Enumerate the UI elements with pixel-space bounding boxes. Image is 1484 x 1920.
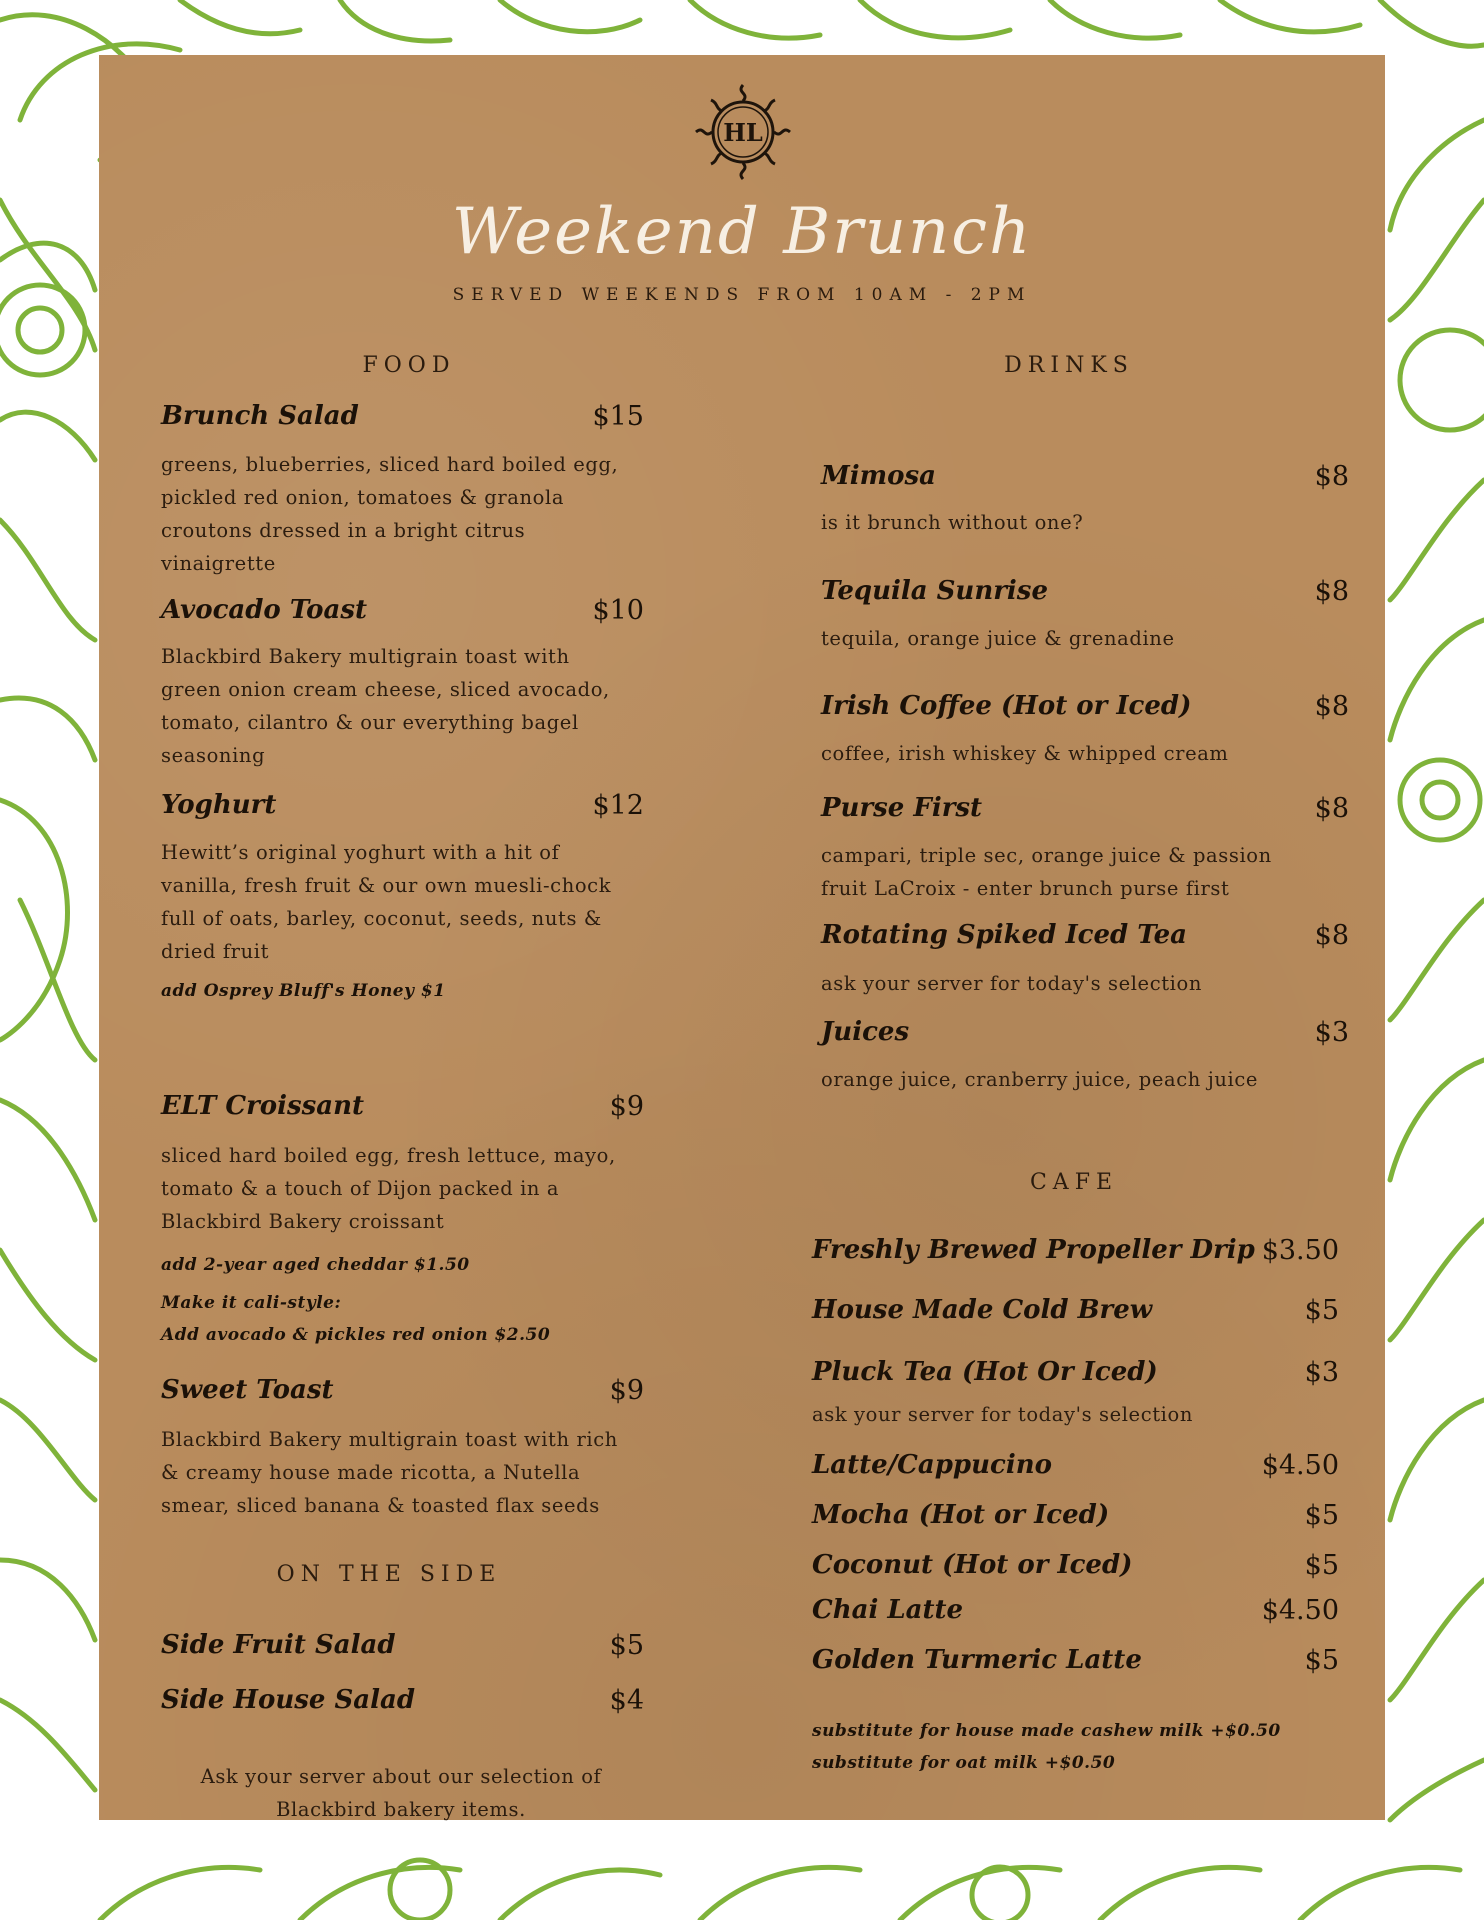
drink-item-price: $8: [1314, 793, 1349, 824]
cafe-milk-notes: substitute for house made cashew milk +$0.50 substitute for oat milk +$0.50: [812, 1721, 1281, 1773]
food-item-description: sliced hard boiled egg, fresh lettuce, mayo, tomato & a touch of Dijon packed in a Blackbird Bakery croissant: [161, 1144, 616, 1233]
cafe-item-price: $5: [1304, 1295, 1339, 1326]
food-item-name: Yoghurt: [161, 790, 277, 820]
cafe-item-name: Pluck Tea (Hot Or Iced): [812, 1357, 1158, 1387]
cafe-item-description: ask your server for today's selection: [812, 1403, 1193, 1426]
drink-item-description: orange juice, cranberry juice, peach juice: [821, 1068, 1259, 1091]
food-heading: FOOD: [362, 353, 456, 378]
drink-item-description: ask your server for today's selection: [821, 972, 1202, 995]
food-item-name: Avocado Toast: [161, 595, 368, 625]
cafe-item-price: $3.50: [1261, 1235, 1339, 1266]
menu-title: Weekend Brunch: [451, 195, 1033, 269]
cafe-item-name: House Made Cold Brew: [812, 1295, 1153, 1325]
side-item-name: Side Fruit Salad: [161, 1630, 396, 1660]
food-item-name: Sweet Toast: [161, 1375, 334, 1405]
drink-item-description: coffee, irish whiskey & whipped cream: [821, 742, 1229, 765]
side-item-price: $4: [609, 1685, 644, 1716]
menu-card: [99, 55, 1385, 1820]
cafe-item-name: Chai Latte: [812, 1595, 964, 1625]
cafe-item-price: $4.50: [1261, 1595, 1339, 1626]
cafe-item-name: Coconut (Hot or Iced): [812, 1550, 1133, 1580]
food-item-description: greens, blueberries, sliced hard boiled egg, pickled red onion, tomatoes & granola croutons dressed in a bright citrus vinaigrette: [161, 453, 619, 575]
drink-item-name: Irish Coffee (Hot or Iced): [821, 691, 1192, 721]
drinks-heading: DRINKS: [1004, 353, 1134, 378]
food-item-name: Brunch Salad: [161, 401, 359, 431]
menu-subtitle: SERVED WEEKENDS FROM 10AM - 2PM: [452, 285, 1032, 305]
drink-item-description: is it brunch without one?: [821, 511, 1084, 534]
food-item-name: ELT Croissant: [161, 1091, 365, 1121]
side-heading: ON THE SIDE: [276, 1562, 502, 1587]
food-item-price: $15: [592, 401, 644, 432]
logo-text: HL: [723, 118, 763, 147]
drink-item-name: Tequila Sunrise: [821, 576, 1048, 606]
hl-monogram-logo: [686, 75, 800, 189]
side-note: Ask your server about our selection of Blackbird bakery items.: [200, 1765, 602, 1821]
food-item-description: Hewitt’s original yoghurt with a hit of vanilla, fresh fruit & our own muesli-chock full of oats, barley, coconut, seeds, nuts & dried fruit: [161, 841, 612, 963]
drink-item-description: campari, triple sec, orange juice & passion fruit LaCroix - enter brunch purse first: [821, 844, 1272, 900]
food-item-addon: add Osprey Bluff's Honey $1: [161, 981, 446, 1001]
food-item-addon: Make it cali-style: Add avocado & pickles red onion $2.50: [161, 1293, 551, 1345]
drink-item-name: Rotating Spiked Iced Tea: [821, 920, 1187, 950]
drink-item-name: Juices: [821, 1017, 910, 1047]
cafe-item-price: $5: [1304, 1500, 1339, 1531]
drink-item-price: $8: [1314, 461, 1349, 492]
drink-item-name: Mimosa: [821, 461, 936, 491]
drink-item-price: $8: [1314, 576, 1349, 607]
cafe-item-price: $5: [1304, 1645, 1339, 1676]
cafe-item-name: Latte/Cappucino: [812, 1450, 1052, 1480]
drink-item-price: $8: [1314, 920, 1349, 951]
food-item-price: $10: [592, 595, 644, 626]
side-item-name: Side House Salad: [161, 1685, 415, 1715]
drink-item-price: $3: [1314, 1017, 1349, 1048]
drink-item-price: $8: [1314, 691, 1349, 722]
drink-item-description: tequila, orange juice & grenadine: [821, 627, 1175, 650]
cafe-item-price: $4.50: [1261, 1450, 1339, 1481]
food-item-price: $12: [592, 790, 644, 821]
cafe-heading: CAFE: [1029, 1170, 1119, 1195]
cafe-item-name: Golden Turmeric Latte: [812, 1645, 1142, 1675]
cafe-item-price: $5: [1304, 1550, 1339, 1581]
cafe-item-name: Mocha (Hot or Iced): [812, 1500, 1110, 1530]
drink-item-name: Purse First: [821, 793, 983, 823]
food-item-price: $9: [609, 1375, 644, 1406]
food-item-addon: add 2-year aged cheddar $1.50: [161, 1255, 470, 1275]
side-item-price: $5: [609, 1630, 644, 1661]
food-item-price: $9: [609, 1091, 644, 1122]
food-item-description: Blackbird Bakery multigrain toast with green onion cream cheese, sliced avocado, tomato, cilantro & our everything bagel seasoning: [161, 645, 610, 767]
cafe-item-name: Freshly Brewed Propeller Drip: [812, 1235, 1255, 1265]
cafe-item-price: $3: [1304, 1357, 1339, 1388]
food-item-description: Blackbird Bakery multigrain toast with rich & creamy house made ricotta, a Nutella smear, sliced banana & toasted flax seeds: [161, 1428, 618, 1517]
